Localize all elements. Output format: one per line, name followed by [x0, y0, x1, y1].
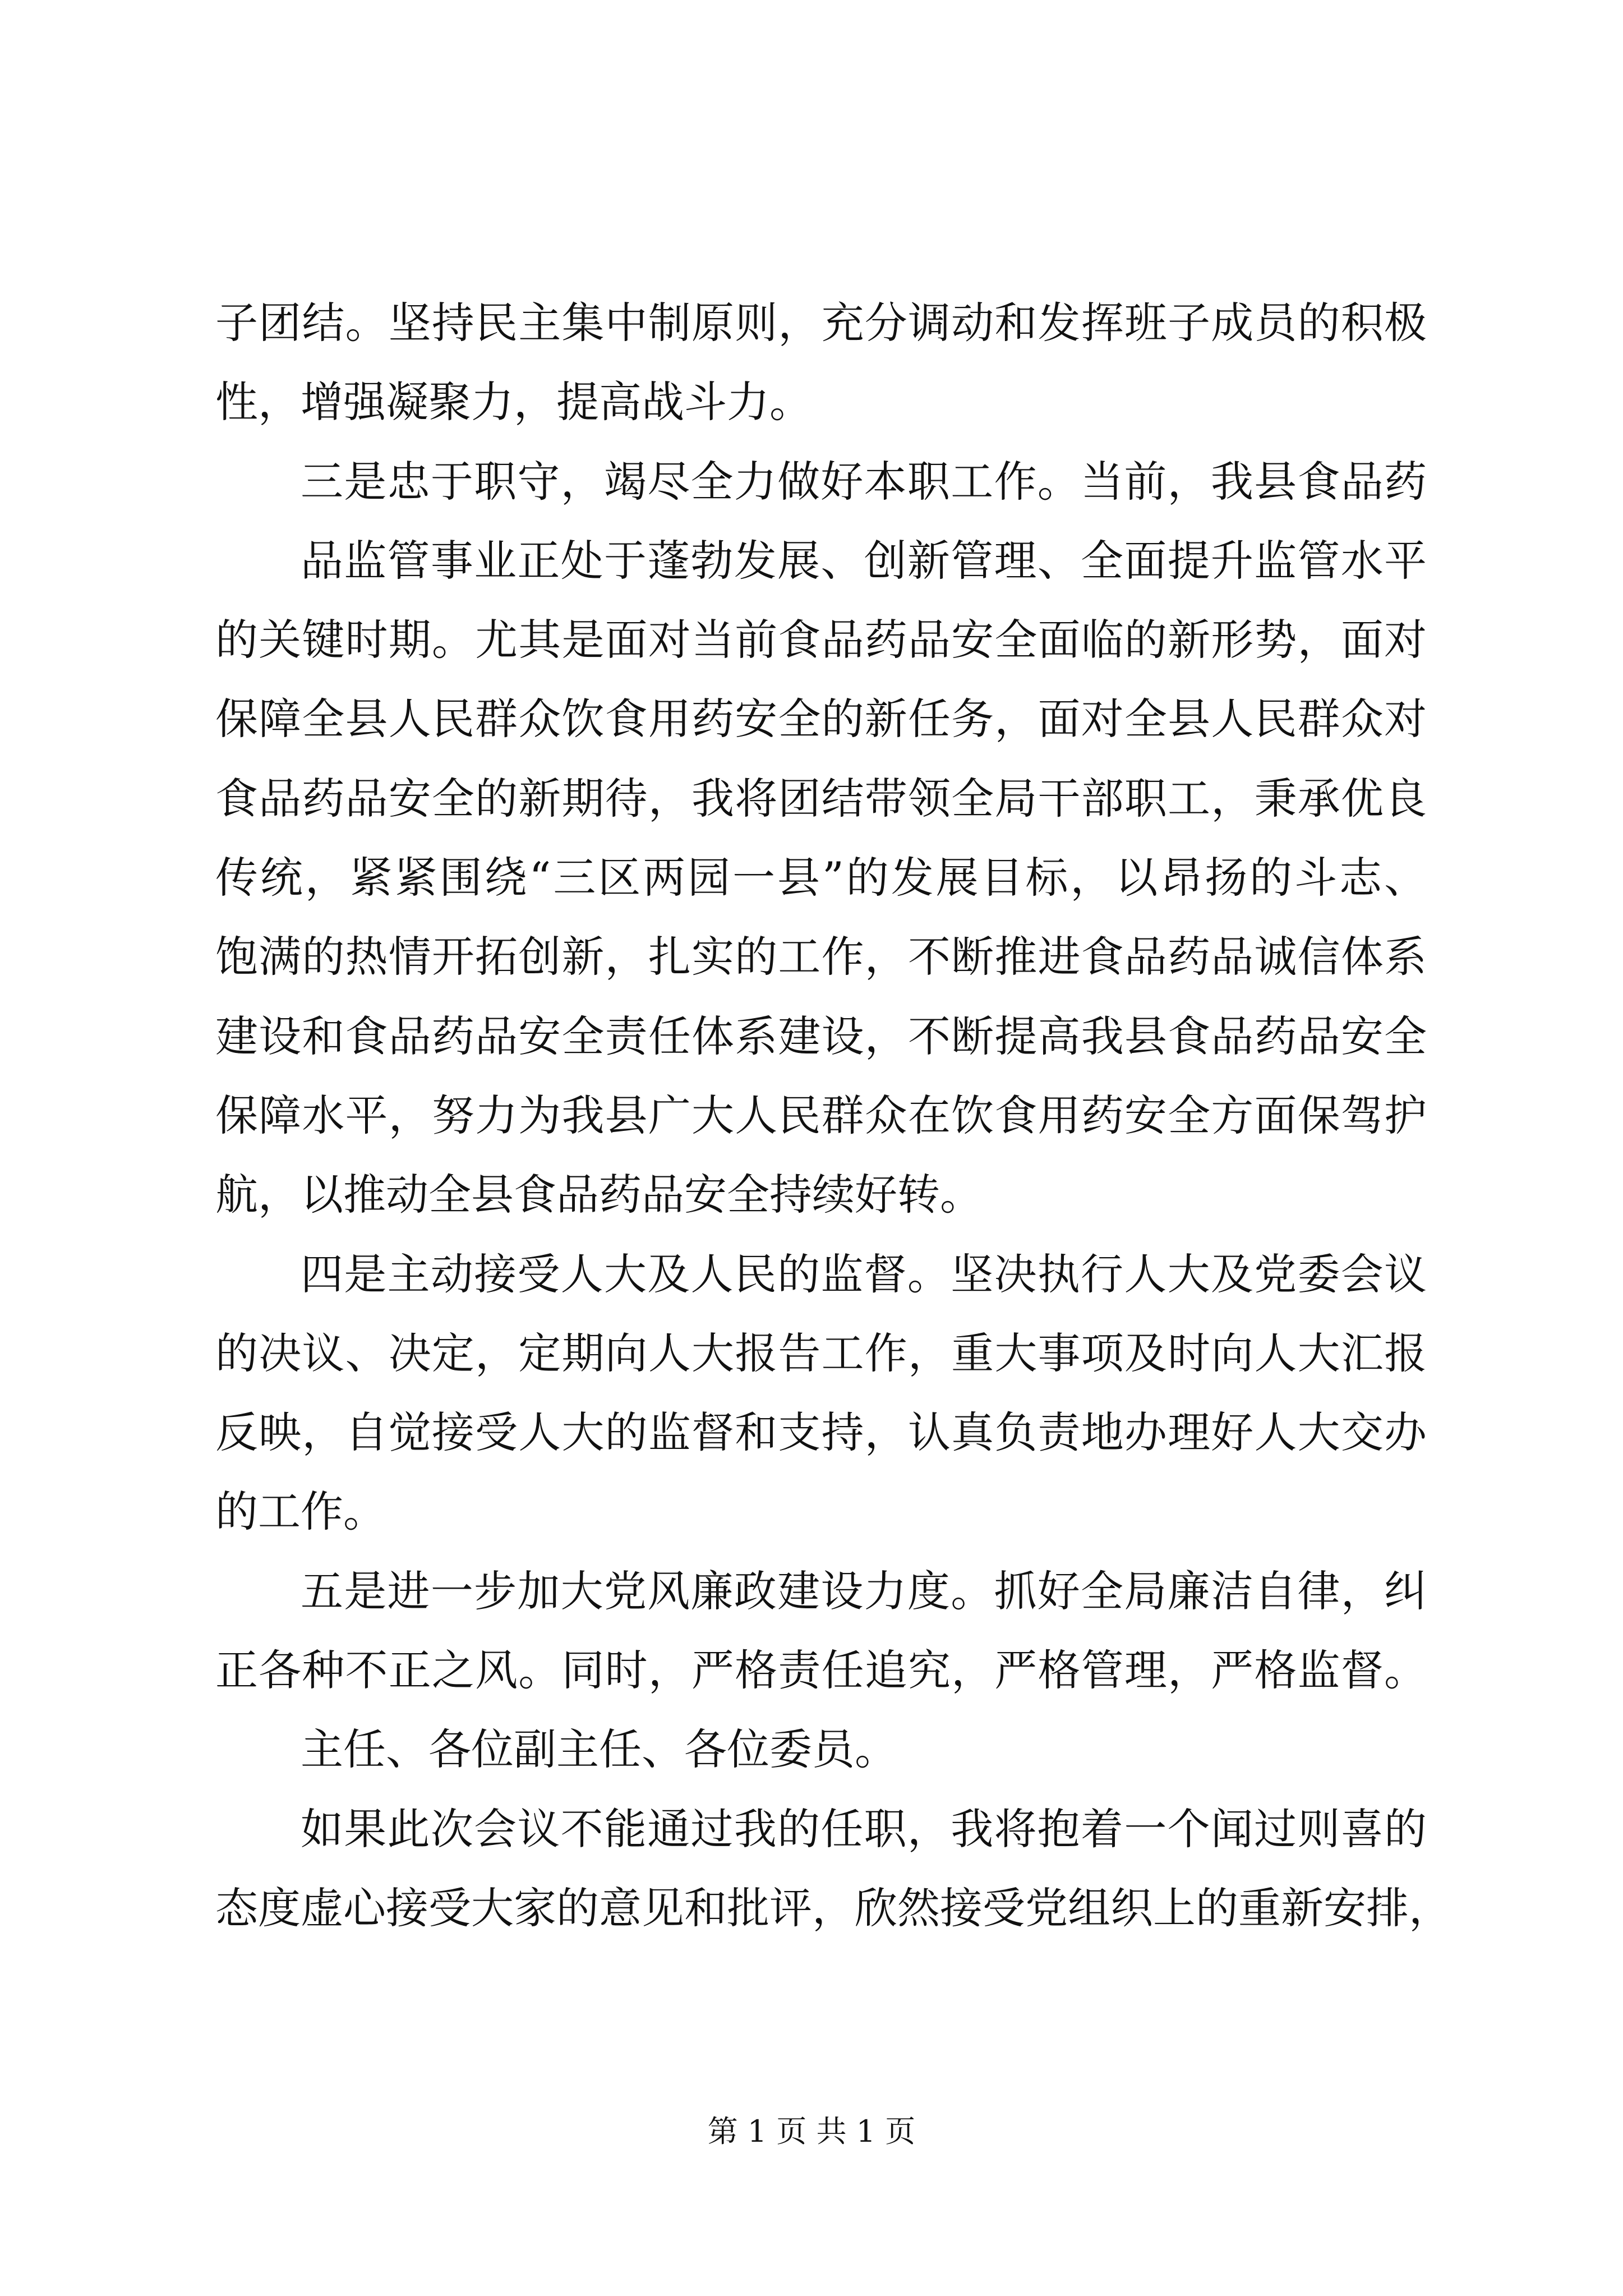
- text-line: 如果此次会议不能通过我的任职，我将抱着一个闻过则喜的: [301, 1803, 1427, 1854]
- text-line: 三是忠于职守，竭尽全力做好本职工作。当前，我县食品药: [301, 456, 1427, 507]
- text-line: 主任、各位副主任、各位委员。: [301, 1724, 897, 1775]
- text-line: 食品药品安全的新期待，我将团结带领全局干部职工，秉承优良: [215, 773, 1427, 823]
- text-line: 的工作。: [215, 1487, 386, 1537]
- text-line: 饱满的热情开拓创新，扎实的工作，不断推进食品药品诚信体系: [215, 932, 1427, 982]
- text-line: 的决议、决定，定期向人大报告工作，重大事项及时向人大汇报: [215, 1328, 1427, 1378]
- text-line: 性，增强凝聚力，提高战斗力。: [215, 377, 812, 427]
- text-line: 建设和食品药品安全责任体系建设，不断提高我县食品药品安全: [215, 1011, 1427, 1061]
- text-line: 品监管事业正处于蓬勃发展、创新管理、全面提升监管水平: [301, 535, 1427, 586]
- page-footer: 第 1 页 共 1 页: [707, 2114, 916, 2149]
- text-line: 保障全县人民群众饮食用药安全的新任务，面对全县人民群众对: [215, 694, 1427, 744]
- text-line: 的关键时期。尤其是面对当前食品药品安全面临的新形势，面对: [215, 615, 1427, 665]
- text-line: 五是进一步加大党风廉政建设力度。抓好全局廉洁自律，纠: [301, 1566, 1427, 1616]
- document-body: [215, 283, 1451, 1948]
- text-line: 传统，紧紧围绕“三区两园一县”的发展目标，以昂扬的斗志、: [215, 853, 1427, 903]
- text-line: 子团结。坚持民主集中制原则，充分调动和发挥班子成员的积极: [215, 298, 1427, 348]
- text-line: 保障水平，努力为我县广大人民群众在饮食用药安全方面保驾护: [215, 1090, 1427, 1140]
- text-line: 态度虚心接受大家的意见和批评，欣然接受党组织上的重新安排，: [215, 1883, 1451, 1933]
- text-line: 反映，自觉接受人大的监督和支持，认真负责地办理好人大交办: [215, 1407, 1427, 1458]
- text-line: 航，以推动全县食品药品安全持续好转。: [215, 1170, 983, 1220]
- text-line: 正各种不正之风。同时，严格责任追究，严格管理，严格监督。: [215, 1645, 1427, 1696]
- text-line: 四是主动接受人大及人民的监督。坚决执行人大及党委会议: [301, 1249, 1427, 1299]
